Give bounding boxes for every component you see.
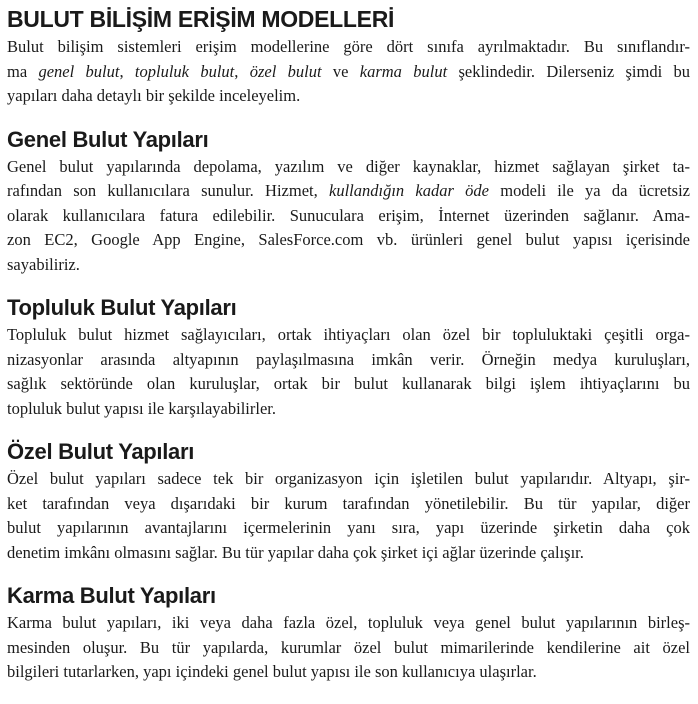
paragraph-line: Karma bulut yapıları, iki veya daha fazla özel, topluluk veya genel bulut yapılarının birleş- xyxy=(7,613,690,632)
paragraph-text: modeli ile ya da ücretsiz xyxy=(488,181,690,200)
section-paragraph-ozel xyxy=(7,467,690,565)
paragraph-line: Topluluk bulut hizmet sağlayıcıları, ortak ihtiyaçları olan özel bir topluluktaki çeşitli orga- xyxy=(7,325,690,344)
page-title: BULUT BİLİŞİM ERİŞİM MODELLERİ xyxy=(7,6,395,32)
paragraph-line: topluluk bulut yapısı ile karşılayabilirler. xyxy=(7,398,276,418)
intro-text: , xyxy=(234,61,250,81)
paragraph-line: Özel bulut yapıları sadece tek bir organizasyon için işletilen bulut yapılarıdır. Altyapı, şir- xyxy=(7,469,690,488)
paragraph-line: sayabiliriz. xyxy=(7,254,80,274)
section-paragraph-topluluk xyxy=(7,323,690,421)
document-page xyxy=(7,6,690,685)
intro-line: yapıları daha detaylı bir şekilde inceleyelim. xyxy=(7,86,301,105)
paragraph-line xyxy=(7,179,690,204)
paragraph-line: zon EC2, Google App Engine, SalesForce.com vb. ürünleri genel bulut yapısı içerisinde xyxy=(7,230,690,249)
paragraph-line: nizasyonlar arasında altyapının paylaşılmasına imkân verir. Örneğin medya kuruluşları, xyxy=(7,349,690,369)
paragraph-line: bulut yapılarının avantajlarını içermelerinin yanı sıra, yapı üzerinde şirketin daha çok xyxy=(7,518,690,537)
paragraph-line: bilgileri tutarlarken, yapı içindeki genel bulut yapısı ile son kullanıcıya ulaşırlar. xyxy=(7,662,537,681)
term-topluluk-bulut: topluluk bulut xyxy=(134,61,235,81)
intro-paragraph xyxy=(7,35,690,109)
section-paragraph-genel xyxy=(7,155,690,278)
paragraph-line: olarak kullanıcılara fatura edilebilir. Sunuculara erişim, İnternet üzerinden sağlanır. Ama- xyxy=(7,205,690,225)
section-heading-ozel: Özel Bulut Yapıları xyxy=(7,439,195,464)
paragraph-line: ket tarafından veya dışarıdaki bir kurum tarafından yönetilebilir. Bu tür yapılar, diğer xyxy=(7,493,690,513)
section-heading-topluluk: Topluluk Bulut Yapıları xyxy=(7,295,237,320)
term-karma-bulut: karma bulut xyxy=(359,61,448,81)
term-kullandigin-kadar-ode: kullandığın kadar öde xyxy=(329,181,489,200)
paragraph-line: sağlık sektöründe olan kuruluşlar, ortak bir bulut kullanarak bilgi işlem ihtiyaçlarını bu xyxy=(7,374,690,393)
intro-text: , xyxy=(119,61,135,81)
section-heading-genel: Genel Bulut Yapıları xyxy=(7,126,209,152)
paragraph-line: denetim imkânı olmasını sağlar. Bu tür yapılar daha çok şirket içi ağlar üzerinde çalışır. xyxy=(7,542,584,562)
intro-line xyxy=(7,60,690,85)
paragraph-line: Genel bulut yapılarında depolama, yazılım ve diğer kaynaklar, hizmet sağlayan şirket ta- xyxy=(7,156,690,176)
intro-text: ve xyxy=(321,61,360,81)
paragraph-line: mesinden oluşur. Bu tür yapılarda, kurumlar özel bulut mimarilerinde kendilerine ait özel xyxy=(7,637,690,657)
term-genel-bulut: genel bulut xyxy=(38,61,120,81)
intro-text: ma xyxy=(7,61,39,81)
intro-line: Bulut bilişim sistemleri erişim modellerine göre dört sınıfa ayrılmaktadır. Bu sınıflandır- xyxy=(7,37,690,56)
paragraph-text: rafından son kullanıcılara sunulur. Hizmet, xyxy=(7,181,329,200)
section-paragraph-karma xyxy=(7,611,690,685)
term-ozel-bulut: özel bulut xyxy=(249,61,322,81)
intro-text: şeklindedir. Dilerseniz şimdi bu xyxy=(447,61,690,81)
section-heading-karma: Karma Bulut Yapıları xyxy=(7,583,216,608)
